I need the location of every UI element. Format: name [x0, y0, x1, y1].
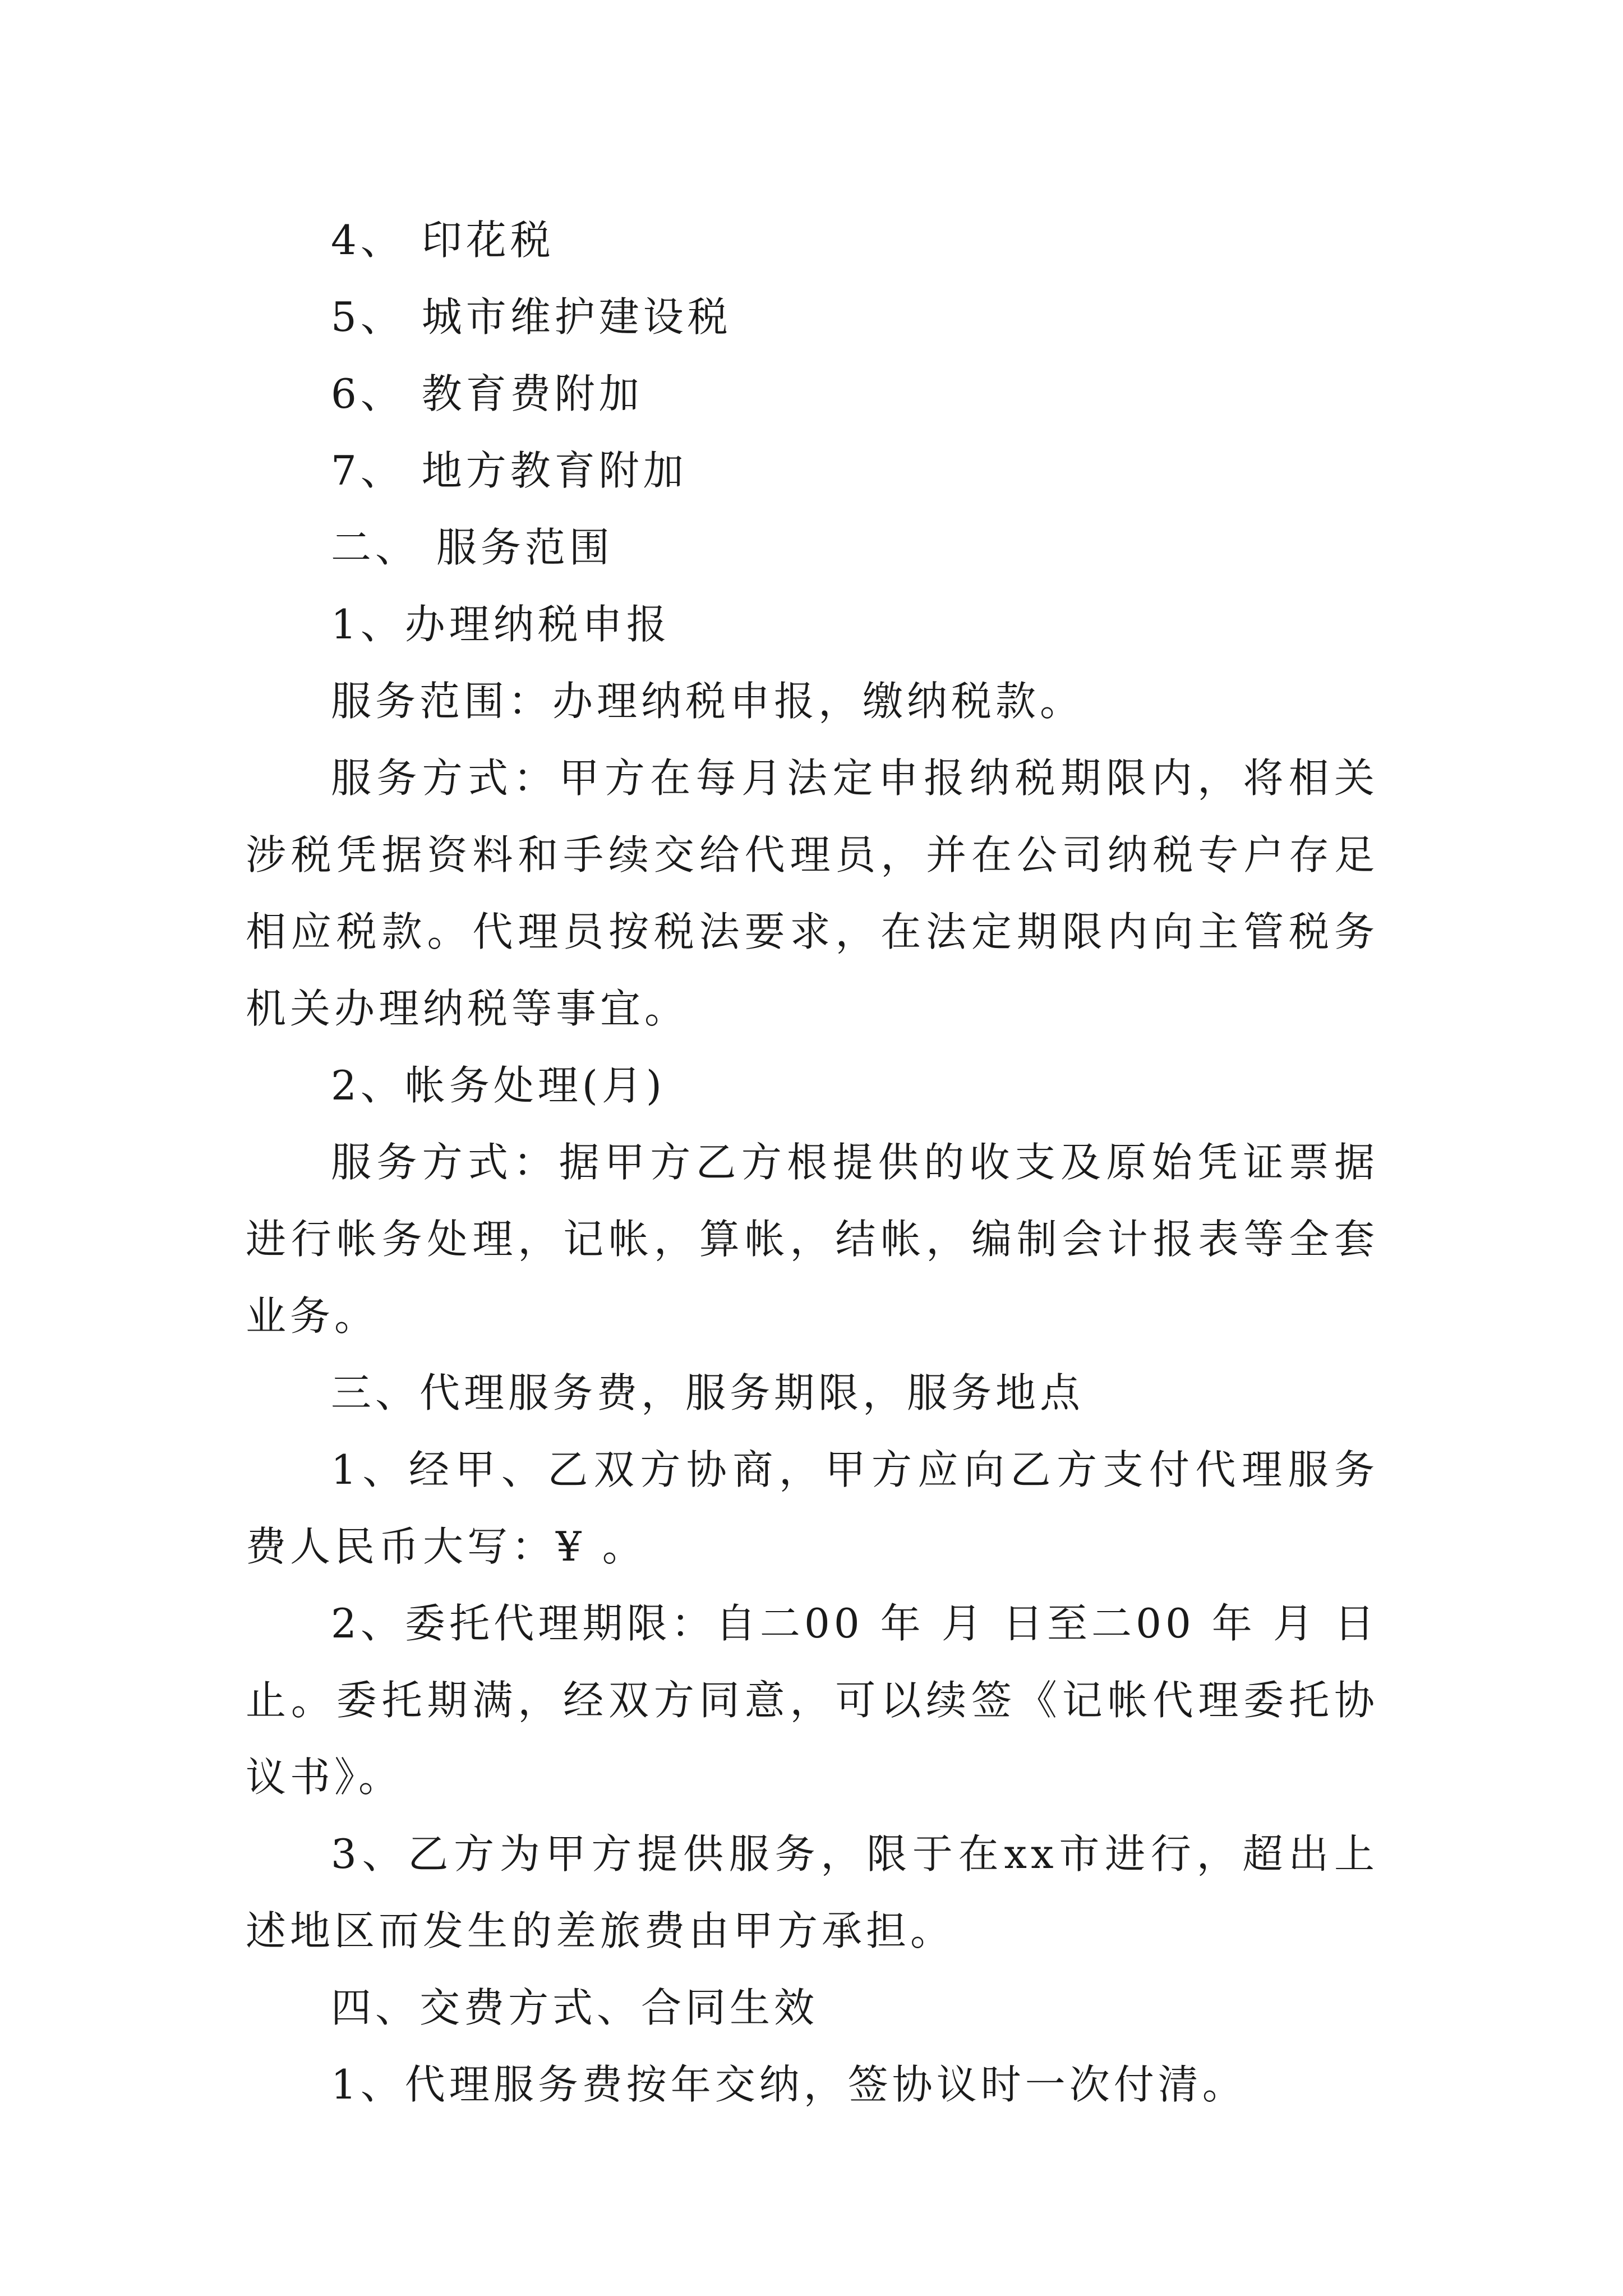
- paragraph-service-location: 3、乙方为甲方提供服务，限于在xx市进行，超出上述地区而发生的差旅费由甲方承担。: [246, 1830, 1378, 1954]
- paragraph-service-scope: 服务范围：办理纳税申报，缴纳税款。: [331, 678, 1085, 725]
- section-heading-payment-effect: 四、交费方式、合同生效: [331, 1984, 819, 2031]
- section-heading-fees-term-location: 三、代理服务费，服务期限，服务地点: [331, 1369, 1085, 1416]
- list-item-urban-maintenance-tax: 5、 城市维护建设税: [331, 293, 732, 341]
- subheading-accounting: 2、帐务处理(月): [331, 1062, 666, 1109]
- list-item-stamp-tax: 4、 印花税: [331, 217, 555, 264]
- section-heading-service-scope: 二、 服务范围: [331, 524, 614, 571]
- document-body: [246, 202, 1378, 2123]
- subheading-tax-declaration: 1、办理纳税申报: [331, 601, 671, 648]
- list-item-local-education-surcharge: 7、 地方教育附加: [331, 447, 688, 494]
- paragraph-service-method-tax: 服务方式：甲方在每月法定申报纳税期限内，将相关涉税凭据资料和手续交给代理员，并在公司纳税专户存足相应税款。代理员按税法要求，在法定期限内向主管税务机关办理纳税等事宜。: [246, 754, 1378, 1032]
- paragraph-agency-term: 2、委托代理期限：自二00 年 月 日至二00 年 月 日止。委托期满，经双方同意，可以续签《记帐代理委托协议书》。: [246, 1600, 1378, 1801]
- list-item-education-surcharge: 6、 教育费附加: [331, 370, 643, 417]
- paragraph-service-fee: 1、经甲、乙双方协商，甲方应向乙方支付代理服务费人民币大写：¥ 。: [246, 1446, 1378, 1570]
- paragraph-service-method-accounting: 服务方式：据甲方乙方根提供的收支及原始凭证票据进行帐务处理，记帐，算帐，结帐，编制会计报表等全套业务。: [246, 1139, 1378, 1340]
- paragraph-payment: 1、代理服务费按年交纳，签协议时一次付清。: [331, 2061, 1247, 2108]
